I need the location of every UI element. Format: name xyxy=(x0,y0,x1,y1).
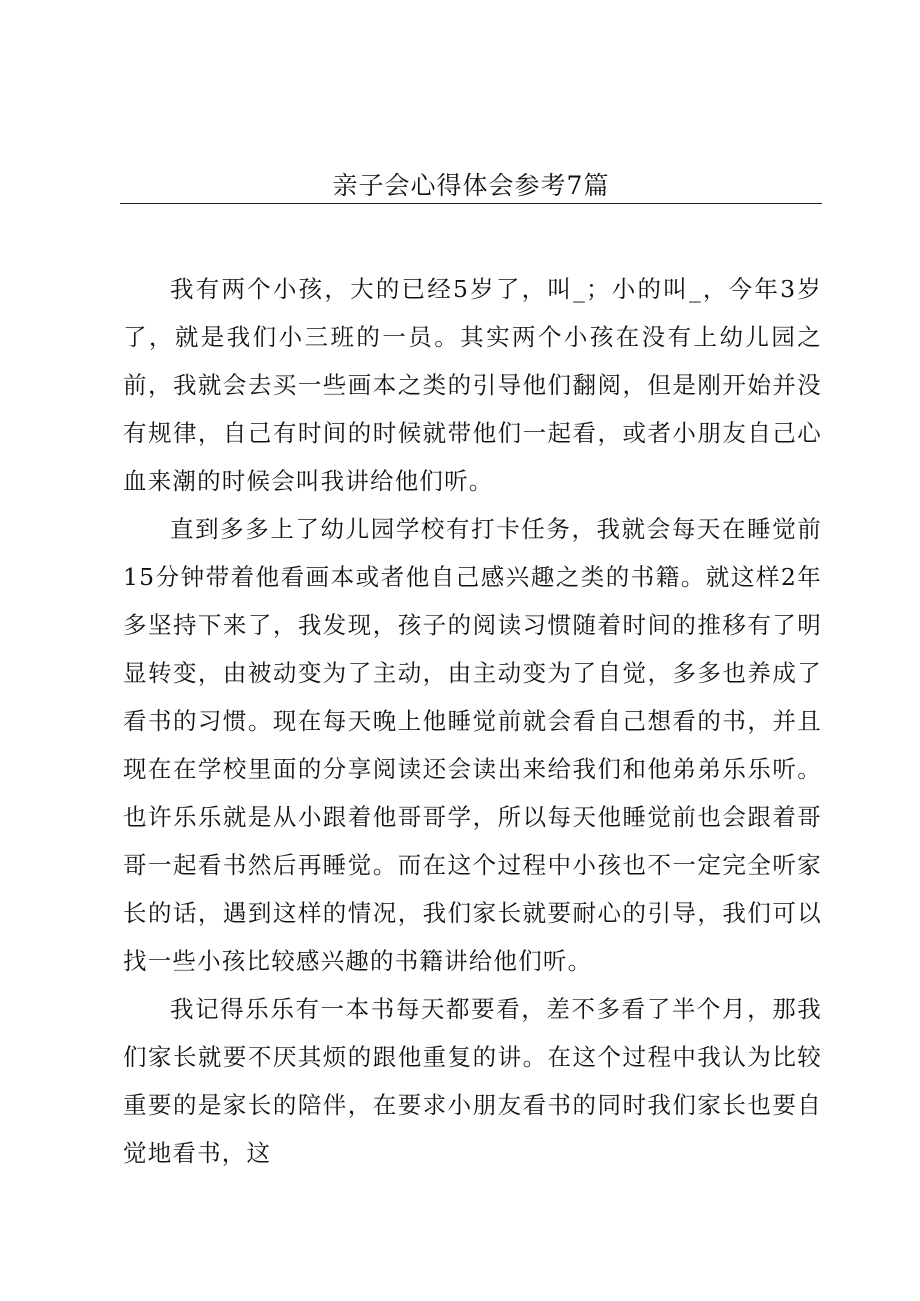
document-title: 亲子会心得体会参考7篇 xyxy=(332,171,610,200)
paragraph-1: 我有两个小孩，大的已经5岁了，叫_；小的叫_，今年3岁了，就是我们小三班的一员。其实两个小孩在没有上幼儿园之前，我就会去买一些画本之类的引导他们翻阅，但是刚开始并没有规律，自己有时间的时候就带他们一起看，或者小朋友自己心血来潮的时候会叫我讲给他们听。 xyxy=(123,275,822,495)
document-body xyxy=(123,265,822,1177)
title-underline xyxy=(120,203,822,204)
paragraph-3: 我记得乐乐有一本书每天都要看，差不多看了半个月，那我们家长就要不厌其烦的跟他重复的讲。在这个过程中我认为比较重要的是家长的陪伴，在要求小朋友看书的同时我们家长也要自觉地看书，这 xyxy=(123,995,822,1167)
paragraph-2: 直到多多上了幼儿园学校有打卡任务，我就会每天在睡觉前15分钟带着他看画本或者他自己感兴趣之类的书籍。就这样2年多坚持下来了，我发现，孩子的阅读习惯随着时间的推移有了明显转变，由被动变为了主动，由主动变为了自觉，多多也养成了看书的习惯。现在每天晚上他睡觉前就会看自己想看的书，并且现在在学校里面的分享阅读还会读出来给我们和他弟弟乐乐听。也许乐乐就是从小跟着他哥哥学，所以每天他睡觉前也会跟着哥哥一起看书然后再睡觉。而在这个过程中小孩也不一定完全听家长的话，遇到这样的情况，我们家长就要耐心的引导，我们可以找一些小孩比较感兴趣的书籍讲给他们听。 xyxy=(123,515,822,975)
